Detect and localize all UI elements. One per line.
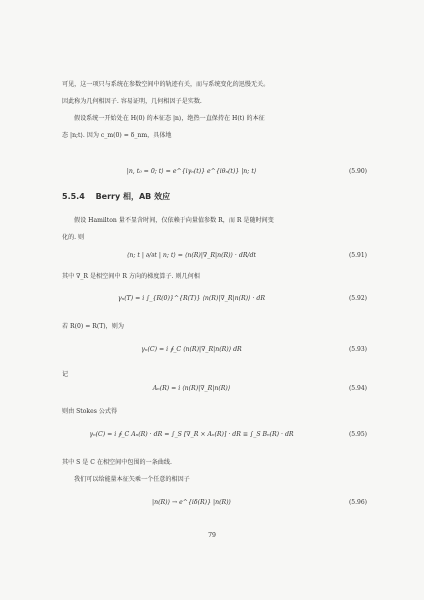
- text-line: 可见，这一项只与系统在参数空间中的轨迹有关，而与系统变化的迅慢无关。: [62, 81, 270, 88]
- equation-number: (5.93): [348, 346, 367, 353]
- equation-body: ⟨n; t | ∂/∂t | n; t⟩ = ⟨n(R)|∇_R|n(R)⟩ · dR/dt: [126, 252, 257, 259]
- page-number: 79: [208, 532, 216, 539]
- section-heading: [62, 191, 170, 202]
- equation-number: (5.96): [348, 499, 367, 506]
- equation-body: Aₙ(R) = i ⟨n(R)|∇_R|n(R)⟩: [152, 385, 231, 392]
- text-line: 化的. 则: [62, 234, 85, 241]
- equation-number: (5.94): [348, 385, 367, 392]
- equation-5-93: [62, 341, 367, 359]
- equation-number: (5.95): [348, 431, 367, 438]
- text-line: 假设系统一开始处在 H(0) 的本征态 |n⟩，绝热一直保持在 H(t) 的本征: [74, 115, 265, 122]
- text-line: 若 R(0) = R(T)，则为: [62, 323, 124, 330]
- equation-number: (5.91): [348, 252, 367, 259]
- paragraph-adiabatic-assumption: [62, 110, 367, 144]
- equation-body: |n, t₀ = 0; t⟩ = e^{iγₙ(t)} e^{iθₙ(t)} |n; t⟩: [126, 168, 257, 175]
- paragraph-geometric-phase: [62, 76, 367, 110]
- section-title: Berry 相，AB 效应: [95, 192, 171, 201]
- text-line: 假设 Hamilton 量不显含时间，仅依赖于向量值参数 R，而 R 是随时间变: [74, 217, 274, 224]
- paragraph-hamilton: [62, 212, 367, 246]
- text-line: 我们可以给能量本征矢乘一个任意的相因子: [74, 476, 190, 483]
- text-line: 其中 S 是 C 在相空间中包围的一条曲线.: [62, 459, 172, 466]
- equation-5-95: [62, 426, 367, 444]
- text-line: 则由 Stokes 公式得: [62, 408, 118, 415]
- equation-5-94: [62, 380, 367, 398]
- equation-body: |n(R)⟩ → e^{iδ(R)} |n(R)⟩: [152, 499, 231, 506]
- equation-body: γₙ(C) = i ∮_C ⟨n(R)|∇_R|n(R)⟩ dR: [141, 346, 242, 353]
- equation-5-91: [62, 247, 367, 265]
- equation-5-90: [62, 163, 367, 181]
- text-line: 其中 ∇_R 是相空间中 R 方向的梯度算子. 则几何相: [62, 273, 200, 280]
- text-line: 记: [62, 371, 69, 378]
- equation-5-96: [62, 494, 367, 512]
- paragraph-surface: [62, 454, 367, 488]
- paragraph-gradient: [62, 268, 367, 285]
- equation-number: (5.90): [348, 168, 367, 175]
- text-line: 因此称为几何相因子. 容易证明，几何相因子是实数.: [62, 98, 202, 105]
- equation-5-92: [62, 290, 367, 308]
- text-line: 态 |n;t⟩. 因为 c_m(0) = δ_nm，具体地: [62, 132, 172, 139]
- section-number: 5.5.4: [62, 192, 85, 201]
- equation-body: γₙ(T) = i ∫_{R(0)}^{R(T)} ⟨n(R)|∇_R|n(R)⟩ · dR: [117, 295, 265, 302]
- equation-number: (5.92): [348, 295, 367, 302]
- paragraph-stokes: [62, 403, 367, 420]
- paragraph-closed-loop: [62, 318, 367, 335]
- equation-body: γₙ(C) = i ∮_C Aₙ(R) · dR = ∫_S [∇_R × Aₙ(R)] · dR ≡ ∫_S Bₙ(R) · dR: [89, 431, 294, 438]
